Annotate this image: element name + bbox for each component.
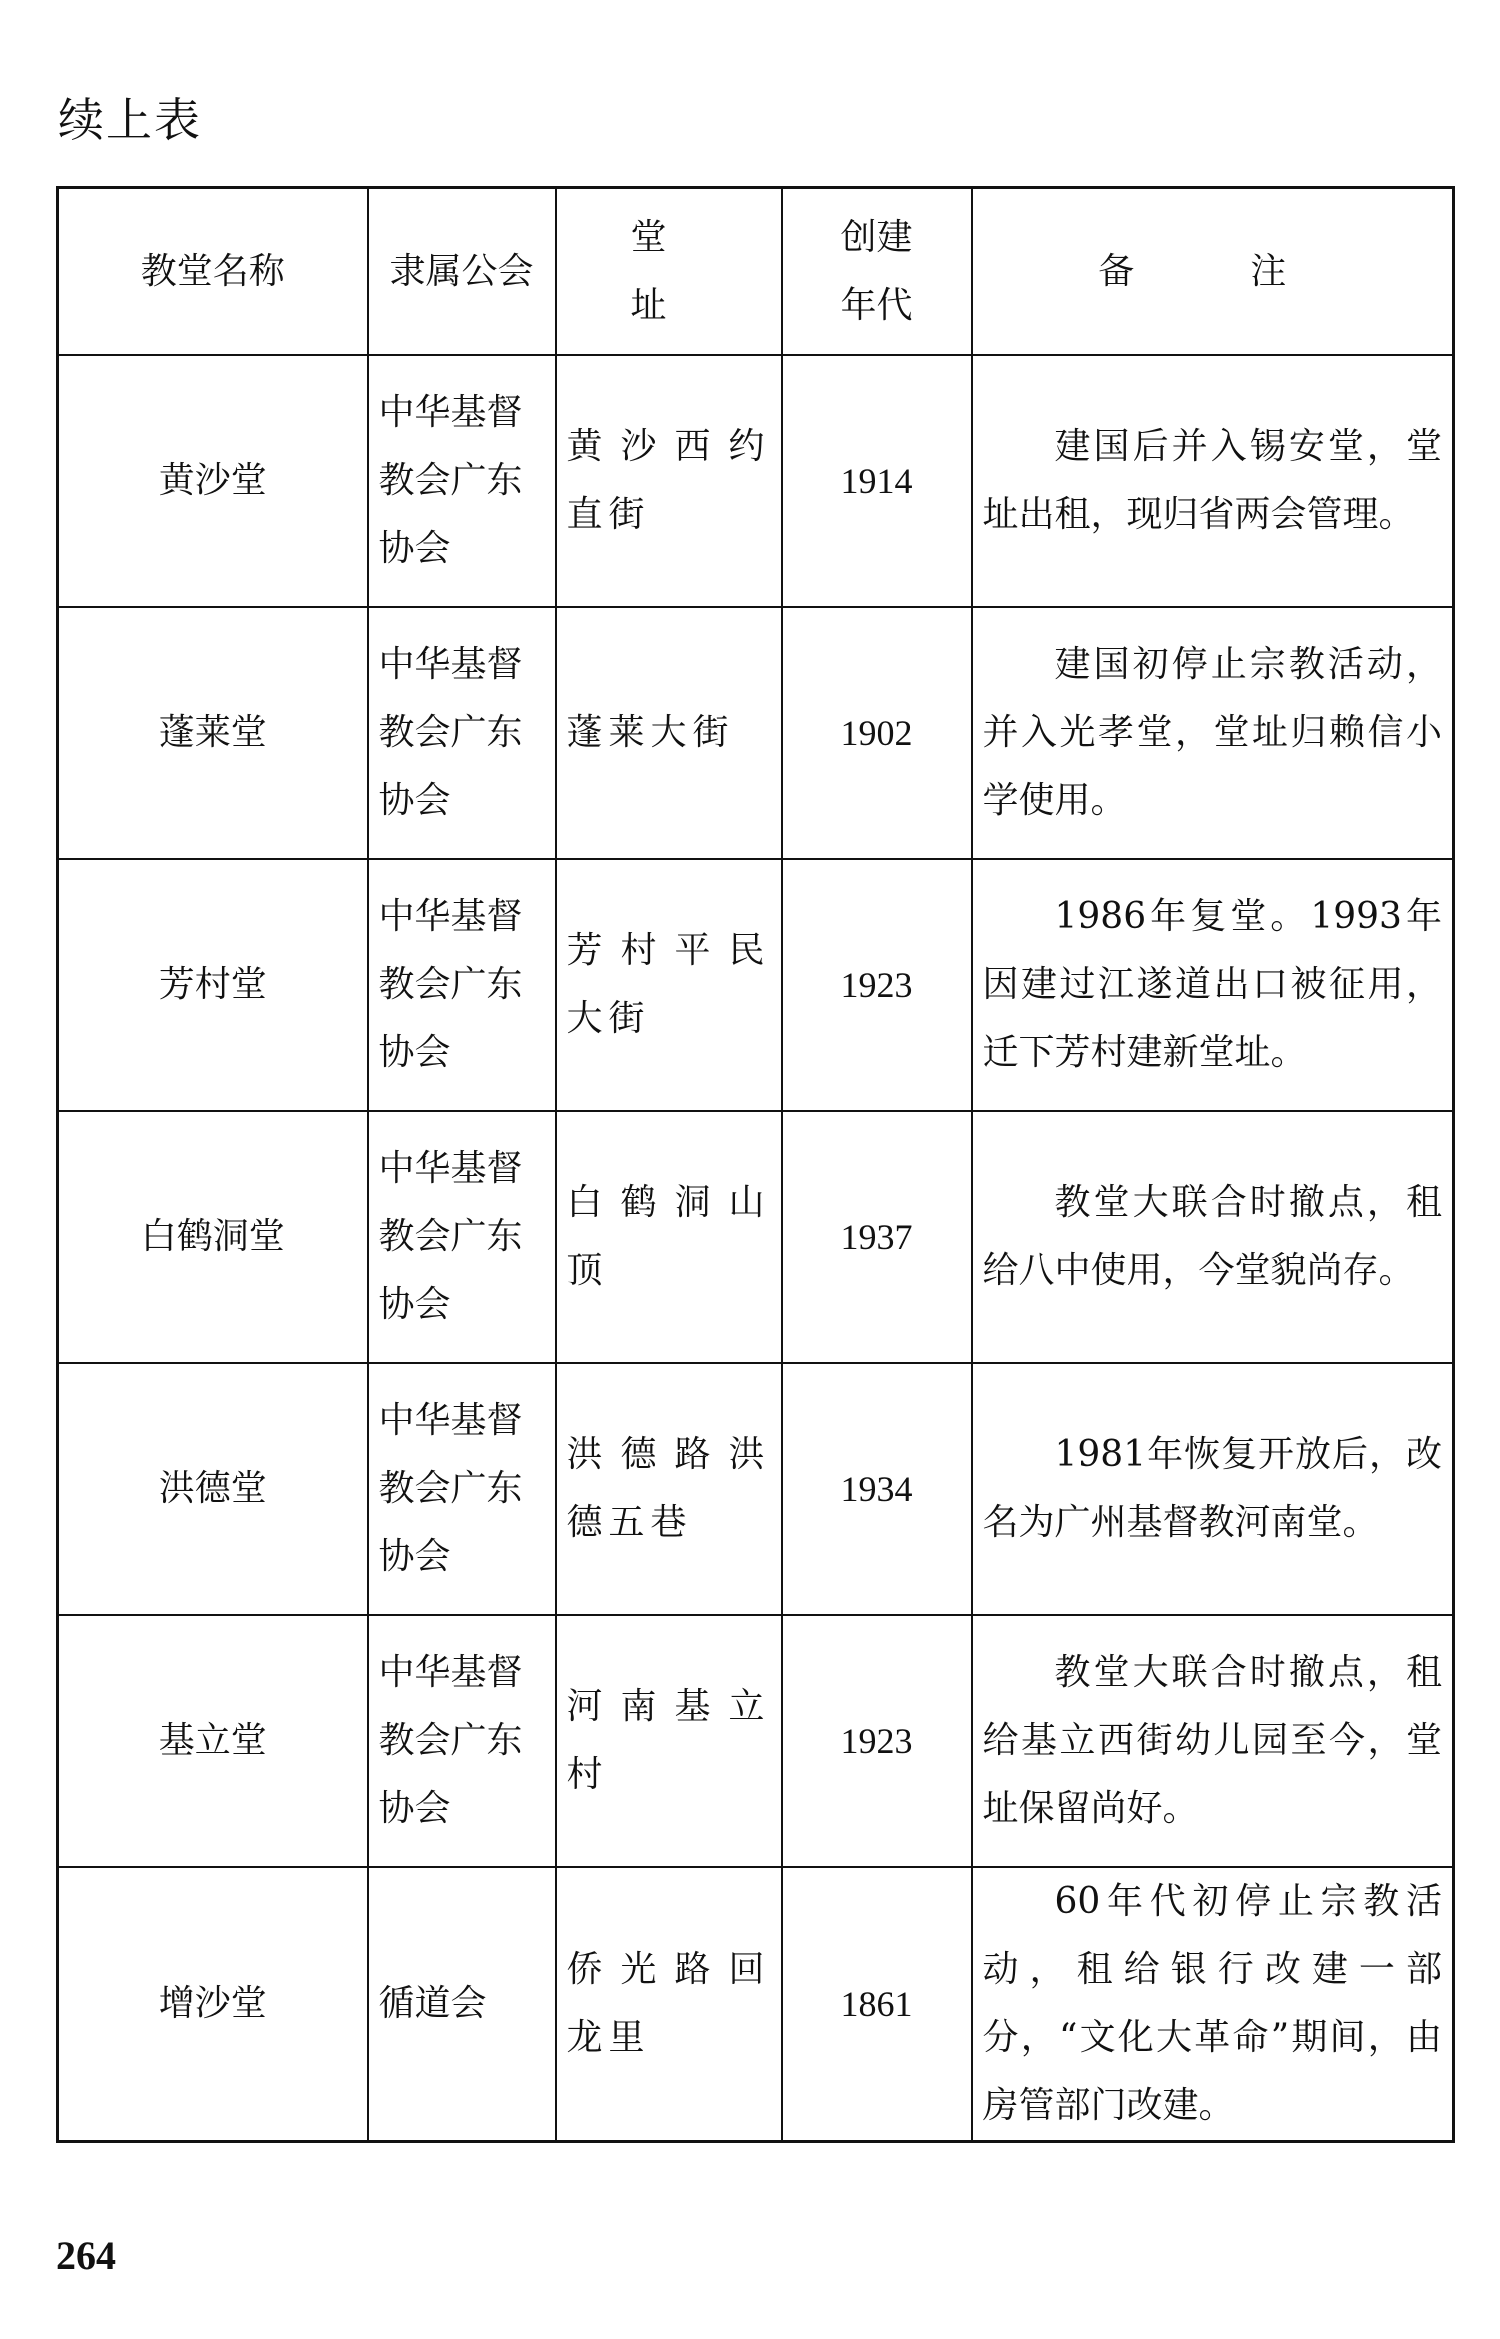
church-address: 黄沙西约直街	[556, 355, 782, 607]
church-association: 中华基督教会广东协会	[368, 859, 556, 1111]
church-note: 建国初停止宗教活动，并入光孝堂，堂址归赖信小学使用。	[972, 607, 1454, 859]
header-address: 堂 址	[556, 188, 782, 356]
table-header	[58, 188, 1454, 356]
header-association: 隶属公会	[368, 188, 556, 356]
church-year: 1934	[782, 1363, 972, 1615]
church-year: 1937	[782, 1111, 972, 1363]
church-address: 洪德路洪德五巷	[556, 1363, 782, 1615]
church-name: 增沙堂	[58, 1867, 368, 2142]
church-year: 1861	[782, 1867, 972, 2142]
header-year	[782, 188, 972, 356]
church-name: 黄沙堂	[58, 355, 368, 607]
church-association: 中华基督教会广东协会	[368, 1111, 556, 1363]
header-year-line-1: 创建	[840, 216, 913, 258]
church-year: 1902	[782, 607, 972, 859]
church-address: 芳村平民大街	[556, 859, 782, 1111]
header-name: 教堂名称	[58, 188, 368, 356]
table-row	[58, 1111, 1454, 1363]
church-address: 白鹤洞山顶	[556, 1111, 782, 1363]
church-name: 洪德堂	[58, 1363, 368, 1615]
table-row	[58, 1615, 1454, 1867]
church-address: 蓬莱大街	[556, 607, 782, 859]
church-name: 蓬莱堂	[58, 607, 368, 859]
church-association: 中华基督教会广东协会	[368, 355, 556, 607]
church-note: 建国后并入锡安堂，堂址出租，现归省两会管理。	[972, 355, 1454, 607]
church-name: 基立堂	[58, 1615, 368, 1867]
church-name: 芳村堂	[58, 859, 368, 1111]
church-year: 1923	[782, 859, 972, 1111]
church-association: 中华基督教会广东协会	[368, 1363, 556, 1615]
table-row	[58, 1867, 1454, 2142]
table-row	[58, 355, 1454, 607]
table-body	[58, 355, 1454, 2142]
page-number: 264	[56, 2233, 116, 2278]
church-note: 1986年复堂。1993年因建过江遂道出口被征用，迁下芳村建新堂址。	[972, 859, 1454, 1111]
church-note: 1981年恢复开放后，改名为广州基督教河南堂。	[972, 1363, 1454, 1615]
church-name: 白鹤洞堂	[58, 1111, 368, 1363]
table-row	[58, 607, 1454, 859]
header-year-line-2: 年代	[840, 284, 913, 326]
church-note: 60年代初停止宗教活动，租给银行改建一部分，“文化大革命”期间，由房管部门改建。	[972, 1867, 1454, 2142]
church-association: 中华基督教会广东协会	[368, 607, 556, 859]
church-year: 1914	[782, 355, 972, 607]
church-table	[56, 186, 1455, 2143]
church-note: 教堂大联合时撤点，租给基立西街幼儿园至今，堂址保留尚好。	[972, 1615, 1454, 1867]
church-address: 河南基立村	[556, 1615, 782, 1867]
church-association: 中华基督教会广东协会	[368, 1615, 556, 1867]
church-note: 教堂大联合时撤点，租给八中使用，今堂貌尚存。	[972, 1111, 1454, 1363]
church-association: 循道会	[368, 1867, 556, 2142]
table-row	[58, 1363, 1454, 1615]
church-year: 1923	[782, 1615, 972, 1867]
table-row	[58, 859, 1454, 1111]
continued-label: 续上表	[58, 93, 202, 147]
church-address: 侨光路回龙里	[556, 1867, 782, 2142]
header-row	[58, 188, 1454, 356]
header-note: 备 注	[972, 188, 1454, 356]
